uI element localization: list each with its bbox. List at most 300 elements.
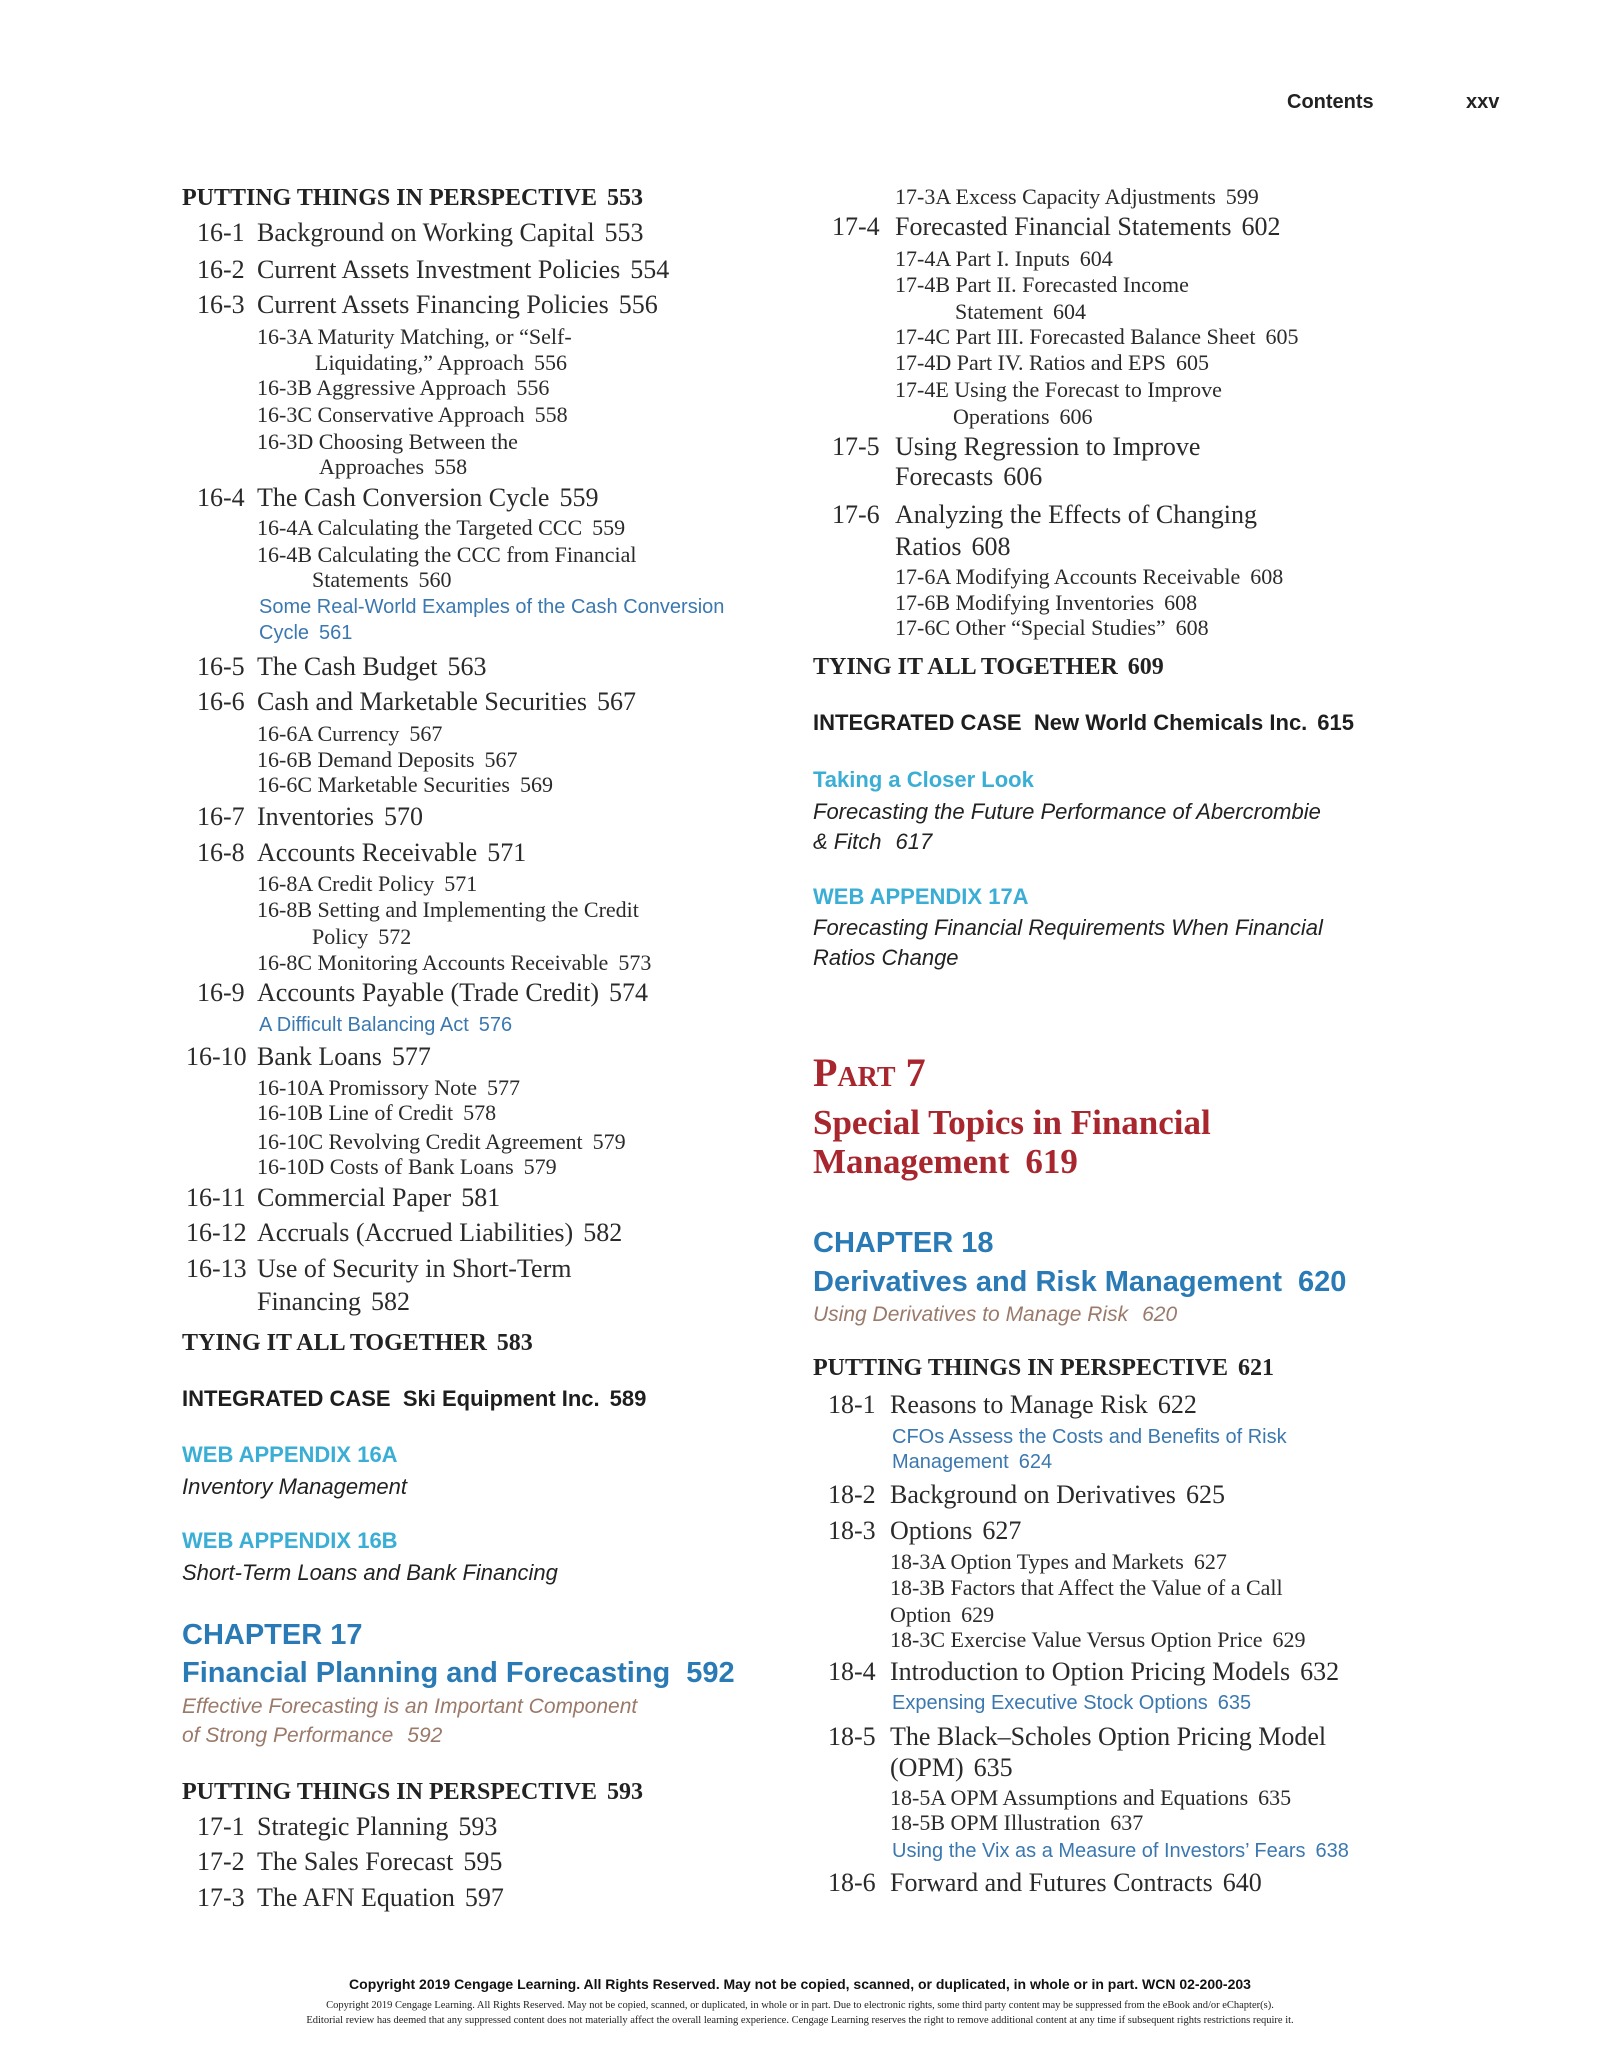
page-number: 577 xyxy=(487,1075,520,1100)
toc-entry-17-5[interactable] xyxy=(832,432,1201,461)
section-number: 18-5A xyxy=(890,1785,945,1810)
page-number: 595 xyxy=(463,1847,503,1876)
integrated-case-heading[interactable] xyxy=(813,712,1354,734)
toc-subentry-18-5A[interactable] xyxy=(890,1787,1291,1809)
page-number: 635 xyxy=(973,1753,1013,1782)
toc-subentry-18-3A[interactable] xyxy=(890,1551,1227,1573)
toc-entry-16-3[interactable] xyxy=(197,290,658,319)
toc-entry-16-9[interactable] xyxy=(197,978,649,1007)
section-number: 16-3B xyxy=(257,375,312,400)
taking-a-closer-look-label[interactable]: Taking a Closer Look xyxy=(813,767,1034,792)
toc-entry-18-6[interactable] xyxy=(828,1868,1262,1897)
page-number: 629 xyxy=(1272,1627,1306,1652)
page-number: 576 xyxy=(478,1014,513,1036)
page-number: 558 xyxy=(434,454,468,479)
entry-title: Part III. Forecasted Balance Sheet xyxy=(955,324,1256,349)
section-heading-putting-things-in-perspective xyxy=(182,186,643,210)
section-number: 16-10C xyxy=(257,1129,323,1154)
page-number: 625 xyxy=(1185,1480,1225,1509)
vignette-title: Using Derivatives to Manage Risk xyxy=(813,1303,1129,1326)
entry-title: Accounts Payable (Trade Credit) xyxy=(257,978,600,1007)
feature-box-link[interactable]: CFOs Assess the Costs and Benefits of Risk xyxy=(892,1426,1287,1448)
toc-subentry-18-3B-continuation[interactable] xyxy=(890,1604,994,1626)
part-7-title: Special Topics in Financial xyxy=(813,1103,1211,1142)
page-number: 582 xyxy=(371,1287,410,1316)
case-title: Ski Equipment Inc. xyxy=(402,1386,600,1411)
page-number: 556 xyxy=(618,290,658,319)
entry-title: Excess Capacity Adjustments xyxy=(955,184,1216,209)
entry-title: Other “Special Studies” xyxy=(955,615,1166,640)
toc-entry-title xyxy=(257,804,423,830)
toc-entry-title xyxy=(257,689,636,715)
toc-entry-title xyxy=(257,980,648,1006)
toc-subentry-17-3A[interactable] xyxy=(895,186,1259,208)
entry-title: Calculating the Targeted CCC xyxy=(317,515,583,540)
page-number: 608 xyxy=(1164,590,1198,615)
entry-title: Currency xyxy=(317,721,400,746)
page-number: 579 xyxy=(592,1129,626,1154)
toc-entry-16-13[interactable] xyxy=(186,1254,572,1283)
toc-entry-18-2[interactable] xyxy=(828,1480,1225,1509)
heading-label: TYING IT ALL TOGETHER xyxy=(813,654,1118,680)
toc-entry-title xyxy=(257,220,644,246)
entry-title: Marketable Securities xyxy=(317,772,510,797)
feature-box-link-continuation[interactable] xyxy=(259,623,352,643)
page-number: 608 xyxy=(971,532,1011,561)
toc-entry-title xyxy=(257,654,487,680)
toc-subentry-17-4A[interactable] xyxy=(895,248,1113,270)
heading-label: PUTTING THINGS IN PERSPECTIVE xyxy=(813,1355,1228,1381)
page-number: 556 xyxy=(533,350,567,375)
case-label: INTEGRATED CASE xyxy=(182,1386,391,1411)
toc-entry-17-6-continuation[interactable] xyxy=(895,534,1010,560)
entry-title: Calculating the CCC from Financial xyxy=(317,542,637,567)
toc-entry-17-5-continuation[interactable] xyxy=(895,464,1042,490)
section-number: 17-4C xyxy=(895,324,950,349)
entry-title: OPM Assumptions and Equations xyxy=(950,1785,1249,1810)
entry-title: Credit Policy xyxy=(317,871,435,896)
entry-title: Option Types and Markets xyxy=(950,1549,1184,1574)
toc-subentry-16-10B[interactable] xyxy=(257,1102,496,1124)
page-number: 605 xyxy=(1265,324,1299,349)
entry-title: Reasons to Manage Risk xyxy=(890,1390,1148,1419)
entry-title: Using the Forecast to Improve xyxy=(954,377,1222,402)
chapter-18-opening-vignette xyxy=(813,1304,1177,1325)
section-number: 17-6 xyxy=(832,500,880,529)
entry-title: Aggressive Approach xyxy=(316,375,507,400)
toc-subentry-16-10D[interactable] xyxy=(257,1156,557,1178)
section-heading-putting-things-in-perspective xyxy=(182,1780,643,1804)
section-number: 16-13 xyxy=(186,1254,247,1283)
toc-subentry-16-10C[interactable] xyxy=(257,1131,626,1153)
section-number: 17-3 xyxy=(197,1883,245,1912)
chapter-17-title[interactable] xyxy=(182,1659,735,1688)
page-number: 599 xyxy=(1225,184,1259,209)
entry-title: Part II. Forecasted Income xyxy=(955,272,1189,297)
web-appendix-16B-label[interactable]: WEB APPENDIX 16B xyxy=(182,1528,398,1553)
section-number: 16-4A xyxy=(257,515,312,540)
feature-box-link[interactable] xyxy=(259,597,724,617)
section-number: 16-4 xyxy=(197,483,245,512)
section-number: 17-5 xyxy=(832,432,880,461)
toc-entry-16-2[interactable] xyxy=(197,255,670,284)
page-number: 602 xyxy=(1241,212,1281,241)
toc-entry-17-4[interactable] xyxy=(832,212,1281,241)
toc-entry-title xyxy=(257,1185,500,1211)
section-number: 17-4A xyxy=(895,246,950,271)
toc-entry-16-10[interactable] xyxy=(186,1042,431,1071)
page-number: 592 xyxy=(407,1724,443,1747)
entry-title: Choosing Between the xyxy=(318,429,518,454)
section-number: 18-3B xyxy=(890,1575,945,1600)
page-number: 561 xyxy=(319,622,353,644)
toc-subentry-18-3C[interactable] xyxy=(890,1629,1306,1651)
entry-title-continued: Option xyxy=(890,1602,952,1627)
entry-title: Use of Security in Short-Term xyxy=(257,1254,572,1283)
entry-title: Background on Derivatives xyxy=(890,1480,1176,1509)
feature-box-link-continuation[interactable] xyxy=(892,1452,1052,1472)
web-appendix-17A-title-continuation: Ratios Change xyxy=(813,945,959,970)
entry-title: Maturity Matching, or “Self- xyxy=(317,324,572,349)
toc-entry-18-5-continuation[interactable] xyxy=(890,1755,1013,1781)
toc-entry-title xyxy=(895,434,1200,460)
toc-subentry-16-4B-continuation[interactable] xyxy=(312,569,452,591)
feature-title-continued: Cycle xyxy=(259,622,310,644)
page-number: 632 xyxy=(1300,1657,1340,1686)
section-number: 18-3C xyxy=(890,1627,945,1652)
toc-subentry-16-8B[interactable] xyxy=(257,899,639,921)
page-number: 620 xyxy=(1142,1303,1178,1326)
feature-title-continued: Management xyxy=(892,1451,1009,1473)
vignette-title-continued: of Strong Performance xyxy=(182,1724,394,1747)
entry-title: The AFN Equation xyxy=(257,1883,455,1912)
toc-entry-title xyxy=(890,1518,1021,1544)
toc-subentry-16-3A[interactable] xyxy=(257,326,572,348)
toc-subentry-17-6B[interactable] xyxy=(895,592,1197,614)
entry-title: Part I. Inputs xyxy=(955,246,1070,271)
page-number: 627 xyxy=(982,1516,1022,1545)
section-number: 16-3 xyxy=(197,290,245,319)
integrated-case-heading[interactable] xyxy=(182,1388,646,1410)
entry-title: Options xyxy=(890,1516,973,1545)
section-number: 16-5 xyxy=(197,652,245,681)
toc-entry-17-3[interactable] xyxy=(197,1883,504,1912)
toc-subentry-16-10A[interactable] xyxy=(257,1077,520,1099)
toc-entry-title xyxy=(257,1256,571,1282)
toc-entry-16-8[interactable] xyxy=(197,838,527,867)
entry-title-continued: Ratios xyxy=(895,532,962,561)
toc-subentry-16-3D-continuation[interactable] xyxy=(319,456,467,478)
page-number: 581 xyxy=(461,1183,501,1212)
toc-subentry-17-4E-continuation[interactable] xyxy=(953,406,1093,428)
toc-subentry-16-3A-continuation[interactable] xyxy=(315,352,567,374)
web-appendix-16B-title: Short-Term Loans and Bank Financing xyxy=(182,1560,558,1585)
entry-title-continued: Approaches xyxy=(319,454,425,479)
page-number: 605 xyxy=(1175,350,1209,375)
section-number: 16-3C xyxy=(257,402,312,427)
toc-entry-title xyxy=(890,1482,1225,1508)
toc-entry-title xyxy=(890,1724,1326,1750)
toc-subentry-17-6A[interactable] xyxy=(895,566,1283,588)
page-number: 556 xyxy=(516,375,550,400)
page-number: 569 xyxy=(519,772,553,797)
toc-entry-18-3[interactable] xyxy=(828,1516,1022,1545)
toc-subentry-16-3C[interactable] xyxy=(257,404,568,426)
page-number: 563 xyxy=(447,652,487,681)
running-head-page-number: xxv xyxy=(1466,91,1500,113)
page-number: 622 xyxy=(1157,1390,1197,1419)
entry-title: Current Assets Investment Policies xyxy=(257,255,621,284)
chapter-18-label: CHAPTER 18 xyxy=(813,1227,994,1259)
page-number: 589 xyxy=(609,1386,647,1411)
page-number: 571 xyxy=(444,871,478,896)
toc-subentry-16-3B[interactable] xyxy=(257,377,549,399)
toc-entry-16-11[interactable] xyxy=(186,1183,501,1212)
feature-box-link[interactable] xyxy=(892,1693,1251,1713)
chapter-17-opening-vignette-continuation xyxy=(182,1725,442,1746)
section-number: 16-6B xyxy=(257,747,312,772)
toc-entry-title xyxy=(895,502,1257,528)
page-number: 615 xyxy=(1317,710,1355,735)
toc-entry-16-13-continuation[interactable] xyxy=(257,1289,410,1315)
taking-a-closer-look-title: Forecasting the Future Performance of Abercrombie xyxy=(813,799,1321,824)
feature-box-link[interactable] xyxy=(259,1015,512,1035)
section-number: 17-2 xyxy=(197,1847,245,1876)
toc-subentry-17-4B[interactable] xyxy=(895,274,1189,296)
closer-look-title-continued: & Fitch xyxy=(813,829,882,854)
page-number: 604 xyxy=(1052,299,1086,324)
toc-entry-17-1[interactable] xyxy=(197,1812,498,1841)
toc-subentry-16-8A[interactable] xyxy=(257,873,477,895)
case-label: INTEGRATED CASE xyxy=(813,710,1022,735)
page-number: 583 xyxy=(496,1330,533,1356)
section-number: 16-6C xyxy=(257,772,312,797)
section-number: 18-2 xyxy=(828,1480,876,1509)
page-number: 608 xyxy=(1175,615,1209,640)
page-number: 573 xyxy=(618,950,652,975)
toc-entry-16-5[interactable] xyxy=(197,652,487,681)
entry-title: Line of Credit xyxy=(328,1100,454,1125)
page-number: 567 xyxy=(409,721,443,746)
section-number: 16-8A xyxy=(257,871,312,896)
entry-title: Bank Loans xyxy=(257,1042,382,1071)
web-appendix-16A-label[interactable]: WEB APPENDIX 16A xyxy=(182,1442,398,1467)
entry-title: The Sales Forecast xyxy=(257,1847,454,1876)
section-number: 16-10 xyxy=(186,1042,247,1071)
section-number: 18-6 xyxy=(828,1868,876,1897)
toc-entry-17-2[interactable] xyxy=(197,1847,503,1876)
page-number: 621 xyxy=(1237,1355,1274,1381)
toc-entry-18-1[interactable] xyxy=(828,1390,1197,1419)
page-number: 570 xyxy=(383,802,423,831)
page-number: 559 xyxy=(559,483,599,512)
toc-subentry-16-4B[interactable] xyxy=(257,544,636,566)
toc-subentry-17-4E[interactable] xyxy=(895,379,1222,401)
section-number: 16-2 xyxy=(197,255,245,284)
toc-entry-title xyxy=(257,1044,431,1070)
section-number: 16-3D xyxy=(257,429,314,454)
running-head-section: Contents xyxy=(1287,91,1374,113)
part-7-label: Part 7 xyxy=(813,1050,926,1095)
entry-title: Accounts Receivable xyxy=(257,838,478,867)
page-number: 640 xyxy=(1222,1868,1262,1897)
chapter-18-title[interactable] xyxy=(813,1268,1346,1297)
chapter-17-label: CHAPTER 17 xyxy=(182,1619,363,1651)
page-number: 606 xyxy=(1059,404,1093,429)
page-number: 571 xyxy=(487,838,527,867)
toc-subentry-16-6A[interactable] xyxy=(257,723,442,745)
toc-entry-18-4[interactable] xyxy=(828,1657,1340,1686)
feature-title: Some Real-World Examples of the Cash Conversion xyxy=(259,596,725,618)
toc-subentry-16-8B-continuation[interactable] xyxy=(312,926,411,948)
chapter-17-opening-vignette: Effective Forecasting is an Important Component xyxy=(182,1695,638,1718)
toc-subentry-17-6C[interactable] xyxy=(895,617,1209,639)
toc-subentry-16-8C[interactable] xyxy=(257,952,651,974)
page-number: 567 xyxy=(596,687,636,716)
entry-title: Monitoring Accounts Receivable xyxy=(317,950,609,975)
copyright-notice-line-1: Copyright 2019 Cengage Learning. All Rights Reserved. May not be copied, scanned, or duplicated, in whole or in part. Due to electronic rights, some third party content may be suppressed from the eBook and/or eChapter(s). xyxy=(326,2000,1274,2011)
page-number: 608 xyxy=(1250,564,1284,589)
entry-title-continued: Statement xyxy=(955,299,1043,324)
web-appendix-17A-label[interactable]: WEB APPENDIX 17A xyxy=(813,884,1029,909)
part-7-title-continuation xyxy=(813,1144,1078,1179)
page-number: 560 xyxy=(418,567,452,592)
section-number: 18-3 xyxy=(828,1516,876,1545)
heading-label: PUTTING THINGS IN PERSPECTIVE xyxy=(182,185,597,211)
page-number: 635 xyxy=(1258,1785,1292,1810)
page-number: 629 xyxy=(961,1602,995,1627)
toc-subentry-17-4C[interactable] xyxy=(895,326,1298,348)
toc-entry-16-1[interactable] xyxy=(197,218,644,247)
toc-entry-16-6[interactable] xyxy=(197,687,636,716)
section-number: 16-4B xyxy=(257,542,312,567)
page-number: 635 xyxy=(1217,1692,1252,1714)
toc-subentry-17-4B-continuation[interactable] xyxy=(955,301,1086,323)
toc-entry-title xyxy=(890,1392,1197,1418)
toc-entry-16-4[interactable] xyxy=(197,483,599,512)
entry-title: Current Assets Financing Policies xyxy=(257,290,609,319)
entry-title: Introduction to Option Pricing Models xyxy=(890,1657,1291,1686)
toc-entry-title xyxy=(890,1659,1339,1685)
part-title-continued: Management xyxy=(813,1142,1010,1181)
feature-box-link[interactable] xyxy=(892,1841,1349,1861)
toc-entry-title xyxy=(895,214,1280,240)
feature-title: A Difficult Balancing Act xyxy=(259,1014,469,1036)
page-number: 574 xyxy=(609,978,649,1007)
page-number: 604 xyxy=(1079,246,1113,271)
section-number: 16-10D xyxy=(257,1154,325,1179)
toc-entry-18-5[interactable] xyxy=(828,1722,1327,1751)
toc-subentry-18-5B[interactable] xyxy=(890,1812,1143,1834)
entry-title: Conservative Approach xyxy=(317,402,525,427)
section-number: 18-1 xyxy=(828,1390,876,1419)
toc-entry-17-6[interactable] xyxy=(832,500,1257,529)
toc-subentry-16-3D[interactable] xyxy=(257,431,518,453)
page-number: 606 xyxy=(1003,462,1043,491)
page-number: 577 xyxy=(391,1042,431,1071)
entry-title: Cash and Marketable Securities xyxy=(257,687,587,716)
toc-subentry-16-4A[interactable] xyxy=(257,517,625,539)
page-number: 558 xyxy=(534,402,568,427)
entry-title-continued: Liquidating,” Approach xyxy=(315,350,524,375)
entry-title-continued: Operations xyxy=(953,404,1050,429)
section-number: 18-5B xyxy=(890,1810,945,1835)
entry-title: Factors that Affect the Value of a Call xyxy=(950,1575,1283,1600)
page-number: 597 xyxy=(464,1883,504,1912)
section-number: 16-3A xyxy=(257,324,312,349)
toc-entry-title xyxy=(257,1885,504,1911)
page-number: 592 xyxy=(686,1657,735,1689)
section-number: 16-12 xyxy=(186,1218,247,1247)
web-appendix-16A-title: Inventory Management xyxy=(182,1474,408,1499)
section-heading-putting-things-in-perspective xyxy=(813,1356,1274,1380)
section-number: 16-9 xyxy=(197,978,245,1007)
section-number: 17-4E xyxy=(895,377,949,402)
entry-title: Analyzing the Effects of Changing xyxy=(895,500,1257,529)
toc-entry-16-7[interactable] xyxy=(197,802,423,831)
toc-subentry-16-6B[interactable] xyxy=(257,749,518,771)
page-number: 567 xyxy=(484,747,518,772)
page-number: 553 xyxy=(606,185,643,211)
entry-title: Strategic Planning xyxy=(257,1812,449,1841)
toc-subentry-17-4D[interactable] xyxy=(895,352,1209,374)
page-number: 579 xyxy=(523,1154,557,1179)
section-number: 17-3A xyxy=(895,184,950,209)
entry-title-continued: Forecasts xyxy=(895,462,994,491)
page-number: 637 xyxy=(1110,1810,1144,1835)
section-number: 17-6C xyxy=(895,615,950,640)
toc-entry-title xyxy=(257,257,669,283)
toc-subentry-18-3B[interactable] xyxy=(890,1577,1283,1599)
toc-entry-16-12[interactable] xyxy=(186,1218,623,1247)
page-number: 627 xyxy=(1193,1549,1227,1574)
case-title: New World Chemicals Inc. xyxy=(1033,710,1308,735)
entry-title: Inventories xyxy=(257,802,374,831)
page-number: 582 xyxy=(583,1218,623,1247)
heading-label: TYING IT ALL TOGETHER xyxy=(182,1330,487,1356)
heading-label: PUTTING THINGS IN PERSPECTIVE xyxy=(182,1779,597,1805)
section-number: 16-8 xyxy=(197,838,245,867)
section-number: 17-4 xyxy=(832,212,880,241)
entry-title: Forward and Futures Contracts xyxy=(890,1868,1213,1897)
toc-entry-title xyxy=(257,485,598,511)
page-number: 593 xyxy=(458,1812,498,1841)
entry-title: OPM Illustration xyxy=(950,1810,1101,1835)
section-number: 16-8C xyxy=(257,950,312,975)
page-number: 617 xyxy=(895,829,933,854)
page-number: 593 xyxy=(606,1779,643,1805)
entry-title: Modifying Accounts Receivable xyxy=(955,564,1241,589)
toc-entry-title xyxy=(257,1220,622,1246)
entry-title: Background on Working Capital xyxy=(257,218,595,247)
section-number: 16-8B xyxy=(257,897,312,922)
chapter-title: Derivatives and Risk Management xyxy=(813,1266,1283,1298)
section-heading-tying-it-all-together xyxy=(813,655,1164,679)
toc-subentry-16-6C[interactable] xyxy=(257,774,553,796)
feature-title: Using the Vix as a Measure of Investors’ Fears xyxy=(892,1840,1306,1862)
section-number: 18-5 xyxy=(828,1722,876,1751)
page-number: 624 xyxy=(1018,1451,1053,1473)
entry-title: Revolving Credit Agreement xyxy=(328,1129,583,1154)
page-number: 554 xyxy=(630,255,670,284)
copyright-notice-line-2: Editorial review has deemed that any suppressed content does not materially affect the overall learning experience. Cengage Learning reserves the right to remove additional content at any time if subsequent rights restrictions require it. xyxy=(306,2015,1294,2026)
section-number: 16-6 xyxy=(197,687,245,716)
section-number: 17-6A xyxy=(895,564,950,589)
section-number: 16-6A xyxy=(257,721,312,746)
section-number: 18-4 xyxy=(828,1657,876,1686)
entry-title: Setting and Implementing the Credit xyxy=(317,897,639,922)
entry-title-continued: Statements xyxy=(312,567,409,592)
